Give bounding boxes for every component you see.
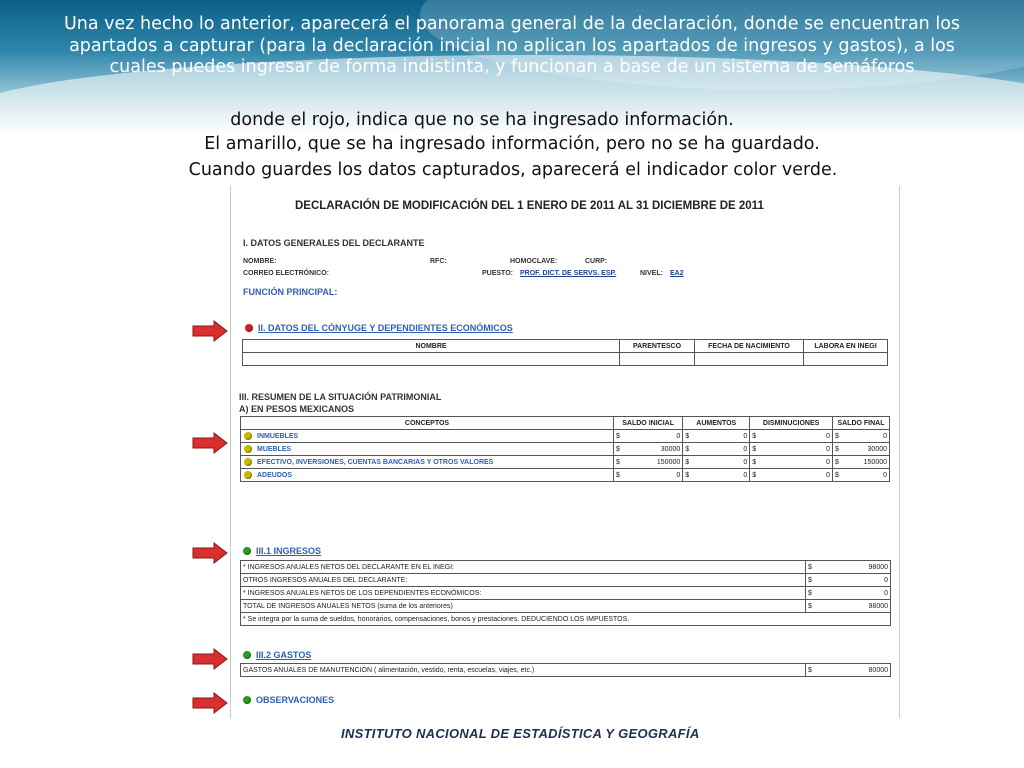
puesto-label: PUESTO: [482,270,513,277]
homoclave-label: HOMOCLAVE: [510,258,558,265]
currency-symbol: $ [806,574,817,587]
nivel-label: NIVEL: [640,270,663,277]
saldo-inicial-value: 150000 [624,456,683,469]
ingreso-label: * INGRESOS ANUALES NETOS DEL DECLARANTE EN EL INEGI: [241,561,806,574]
ingreso-value: 0 [816,587,891,600]
currency-symbol: $ [614,456,625,469]
ingreso-value: 98000 [816,600,891,613]
col-header: DISMINUCIONES [750,417,833,430]
currency-symbol: $ [683,443,694,456]
aumentos-value: 0 [693,430,750,443]
ingresos-note: * Se integra por la suma de sueldos, honorarios, compensaciones, bonos y prestaciones. DEDUCIENDO LOS IMPUESTOS. [241,613,891,626]
concept-link[interactable]: MUEBLES [257,445,292,453]
observaciones-link[interactable]: OBSERVACIONES [256,695,335,705]
table-row [241,561,891,574]
table-row [241,587,891,600]
section-3-title: III. RESUMEN DE LA SITUACIÓN PATRIMONIAL [239,392,442,402]
table-row [241,469,890,482]
red-arrow-icon [192,542,228,564]
rfc-label: RFC: [430,258,447,265]
status-yellow-icon [244,471,252,479]
currency-symbol: $ [750,469,761,482]
table-row [241,456,890,469]
saldo-inicial-value: 30000 [624,443,683,456]
saldo-final-value: 0 [843,469,890,482]
curp-label: CURP: [585,258,608,265]
ingreso-value: 98000 [816,561,891,574]
legend-yellow-text: El amarillo, que se ha ingresado información, pero no se ha guardado. [204,134,820,154]
currency-symbol: $ [806,600,817,613]
nivel-value: EA2 [670,270,684,277]
table-row [241,443,890,456]
saldo-inicial-value: 0 [624,469,683,482]
saldo-final-value: 30000 [843,443,890,456]
intro-paragraph: Una vez hecho lo anterior, aparecerá el panorama general de la declaración, donde se encuentran los apartados a capturar (para la declaración inicial no aplican los apartados de ingresos y gastos), a los cuales puedes ingresar de forma indistinta, y funcionan a base de un sistema de semáforos [63,14,961,77]
col-header: FECHA DE NACIMIENTO [695,340,804,353]
concept-link[interactable]: ADEUDOS [257,471,293,479]
funcion-principal-label: FUNCIÓN PRINCIPAL: [243,287,338,297]
saldo-final-value: 0 [843,430,890,443]
saldo-final-value: 150000 [843,456,890,469]
status-red-icon [245,324,253,332]
document-title: DECLARACIÓN DE MODIFICACIÓN DEL 1 ENERO DE 2011 AL 31 DICIEMBRE DE 2011 [295,200,764,212]
currency-symbol: $ [806,664,817,677]
dependents-table [242,339,888,366]
currency-symbol: $ [832,469,843,482]
currency-symbol: $ [614,430,625,443]
saldo-inicial-value: 0 [624,430,683,443]
gastos-table [240,663,891,677]
ingreso-label: OTROS INGRESOS ANUALES DEL DECLARANTE: [241,574,806,587]
red-arrow-icon [192,648,228,670]
gastos-link[interactable]: III.2 GASTOS [256,650,312,660]
col-header: PARENTESCO [620,340,695,353]
currency-symbol: $ [806,587,817,600]
concept-link[interactable]: INMUEBLES [257,432,299,440]
patrimonio-table [240,416,890,482]
col-header: NOMBRE [243,340,620,353]
legend-red-text: donde el rojo, indica que no se ha ingresado información. [230,110,734,130]
currency-symbol: $ [750,443,761,456]
nombre-label: NOMBRE: [243,258,277,265]
currency-symbol: $ [683,456,694,469]
col-header: SALDO INICIAL [614,417,683,430]
aumentos-value: 0 [693,443,750,456]
col-header: CONCEPTOS [241,417,614,430]
status-yellow-icon [244,458,252,466]
ingresos-link[interactable]: III.1 INGRESOS [256,546,322,556]
status-green-icon [243,547,251,555]
disminuciones-value: 0 [760,456,832,469]
table-row [241,600,891,613]
section-1-title: I. DATOS GENERALES DEL DECLARANTE [243,238,425,248]
table-row [241,664,891,677]
gastos-label: GASTOS ANUALES DE MANUTENCIÓN ( alimentación, vestido, renta, escuelas, viajes, etc.) [241,664,806,677]
aumentos-value: 0 [693,469,750,482]
currency-symbol: $ [750,430,761,443]
table-row [241,613,891,626]
col-header: SALDO FINAL [832,417,889,430]
col-header: LABORA EN INEGI [804,340,888,353]
ingresos-table [240,560,891,626]
disminuciones-value: 0 [760,469,832,482]
ingreso-value: 0 [816,574,891,587]
col-header: AUMENTOS [683,417,750,430]
declaration-document [230,186,900,718]
currency-symbol: $ [683,430,694,443]
gastos-value: 80000 [816,664,891,677]
currency-symbol: $ [832,430,843,443]
disminuciones-value: 0 [760,443,832,456]
currency-symbol: $ [614,469,625,482]
status-green-icon [243,651,251,659]
ingreso-label: * INGRESOS ANUALES NETOS DE LOS DEPENDIENTES ECONÓMICOS: [241,587,806,600]
ingreso-label: TOTAL DE INGRESOS ANUALES NETOS (suma de los anteriores) [241,600,806,613]
currency-symbol: $ [806,561,817,574]
aumentos-value: 0 [693,456,750,469]
correo-label: CORREO ELECTRÓNICO: [243,270,329,277]
currency-symbol: $ [832,456,843,469]
table-row [241,430,890,443]
status-yellow-icon [244,445,252,453]
status-green-icon [243,696,251,704]
currency-symbol: $ [614,443,625,456]
puesto-value: PROF. DICT. DE SERVS. ESP. [520,270,617,277]
section-3-subtitle: A) EN PESOS MEXICANOS [239,404,355,414]
disminuciones-value: 0 [760,430,832,443]
red-arrow-icon [192,432,228,454]
currency-symbol: $ [683,469,694,482]
status-yellow-icon [244,432,252,440]
table-row [241,574,891,587]
legend-green-text: Cuando guardes los datos capturados, aparecerá el indicador color verde. [188,160,838,180]
currency-symbol: $ [832,443,843,456]
footer-institution: INSTITUTO NACIONAL DE ESTADÍSTICA Y GEOGRAFÍA [341,726,700,741]
red-arrow-icon [192,692,228,714]
section-2-link[interactable]: II. DATOS DEL CÓNYUGE Y DEPENDIENTES ECONÓMICOS [258,323,513,333]
concept-link[interactable]: EFECTIVO, INVERSIONES, CUENTAS BANCARIAS Y OTROS VALORES [257,458,494,466]
currency-symbol: $ [750,456,761,469]
red-arrow-icon [192,320,228,342]
table-row [243,353,888,366]
